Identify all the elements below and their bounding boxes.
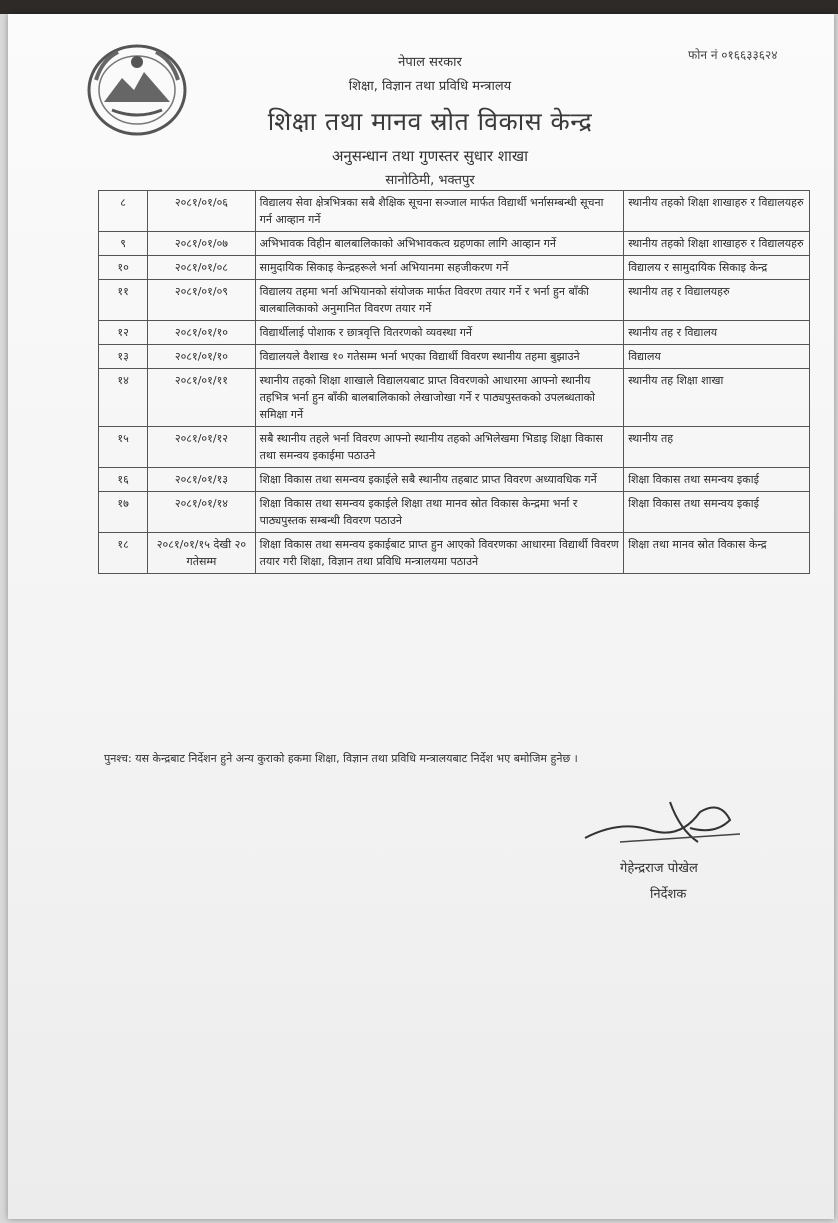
table-row: [99, 468, 810, 492]
photo-top-edge: [0, 0, 838, 14]
activity-cell: शिक्षा विकास तथा समन्वय इकाईले सबै स्थानीय तहबाट प्राप्त विवरण अध्यावधिक गर्ने: [255, 468, 624, 492]
table-row: [99, 492, 810, 533]
date-cell: २०८१/०१/१४: [148, 492, 255, 533]
date-cell: २०८१/०१/११: [148, 369, 255, 427]
activity-cell: विद्यालय सेवा क्षेत्रभित्रका सबै शैक्षिक सूचना सञ्जाल मार्फत विद्यार्थी भर्नासम्बन्धी सूचना गर्न आव्हान गर्ने: [255, 191, 624, 232]
serial-number-cell: १०: [99, 256, 148, 280]
table-row: [99, 191, 810, 232]
date-cell: २०८१/०१/१५ देखी २० गतेसम्म: [148, 533, 255, 574]
responsible-cell: शिक्षा तथा मानव स्रोत विकास केन्द्र: [624, 533, 810, 574]
activity-cell: विद्यार्थीलाई पोशाक र छात्रवृत्ति वितरणको व्यवस्था गर्ने: [255, 321, 624, 345]
responsible-cell: विद्यालय: [624, 345, 810, 369]
serial-number-cell: १७: [99, 492, 148, 533]
responsible-cell: शिक्षा विकास तथा समन्वय इकाई: [624, 468, 810, 492]
activity-cell: शिक्षा विकास तथा समन्वय इकाईबाट प्राप्त हुन आएको विवरणका आधारमा विद्यार्थी विवरण तयार गरी शिक्षा, विज्ञान तथा प्रविधि मन्त्रालयमा पठाउने: [255, 533, 624, 574]
center-name: शिक्षा तथा मानव स्रोत विकास केन्द्र: [267, 107, 593, 136]
phone-number: फोन नं ०१६६३३६२४: [688, 48, 778, 62]
responsible-cell: विद्यालय र सामुदायिक सिकाइ केन्द्र: [624, 256, 810, 280]
date-cell: २०८१/०१/१०: [148, 321, 255, 345]
government-name: नेपाल सरकार: [398, 55, 462, 70]
date-cell: २०८१/०१/०९: [148, 280, 255, 321]
table-row: [99, 321, 810, 345]
table-row: [99, 427, 810, 468]
section-name: अनुसन्धान तथा गुणस्तर सुधार शाखा: [331, 147, 529, 165]
activity-cell: स्थानीय तहको शिक्षा शाखाले विद्यालयबाट प्राप्त विवरणको आधारमा आफ्नो स्थानीय तहभित्र भर्ना हुन बाँकी बालबालिकाको लेखाजोखा गर्ने र पाठ्यपुस्तकको उपलब्धताको समिक्षा गर्ने: [255, 369, 624, 427]
ministry-name: शिक्षा, विज्ञान तथा प्रविधि मन्त्रालय: [348, 79, 512, 94]
serial-number-cell: ९: [99, 232, 148, 256]
serial-number-cell: १८: [99, 533, 148, 574]
table-row: [99, 232, 810, 256]
office-location: सानोठिमी, भक्तपुर: [385, 173, 475, 188]
table-row: [99, 280, 810, 321]
signatory-name: गेहेन्द्रराज पोखेल: [620, 861, 698, 876]
serial-number-cell: १५: [99, 427, 148, 468]
responsible-cell: शिक्षा विकास तथा समन्वय इकाई: [624, 492, 810, 533]
serial-number-cell: १४: [99, 369, 148, 427]
signatory-title: निर्देशक: [650, 887, 687, 902]
date-cell: २०८१/०१/०६: [148, 191, 255, 232]
date-cell: २०८१/०१/१०: [148, 345, 255, 369]
serial-number-cell: १२: [99, 321, 148, 345]
responsible-cell: स्थानीय तह शिक्षा शाखा: [624, 369, 810, 427]
schedule-table: [98, 190, 810, 574]
table-row: [99, 533, 810, 574]
responsible-cell: स्थानीय तह: [624, 427, 810, 468]
activity-cell: सामुदायिक सिकाइ केन्द्रहरूले भर्ना अभियानमा सहजीकरण गर्ने: [255, 256, 624, 280]
responsible-cell: स्थानीय तहको शिक्षा शाखाहरु र विद्यालयहरु: [624, 232, 810, 256]
table-row: [99, 345, 810, 369]
activity-cell: शिक्षा विकास तथा समन्वय इकाईले शिक्षा तथा मानव स्रोत विकास केन्द्रमा भर्ना र पाठ्यपुस्तक सम्बन्धी विवरण पठाउने: [255, 492, 624, 533]
date-cell: २०८१/०१/१३: [148, 468, 255, 492]
serial-number-cell: १३: [99, 345, 148, 369]
serial-number-cell: १६: [99, 468, 148, 492]
table-row: [99, 369, 810, 427]
date-cell: २०८१/०१/०८: [148, 256, 255, 280]
footer-note: पुनश्च: यस केन्द्रबाट निर्देशन हुने अन्य कुराको हकमा शिक्षा, विज्ञान तथा प्रविधि मन्त्रालयबाट निर्देश भए बमोजिम हुनेछ ।: [104, 752, 578, 765]
activity-cell: विद्यालयले वैशाख १० गतेसम्म भर्ना भएका विद्यार्थी विवरण स्थानीय तहमा बुझाउने: [255, 345, 624, 369]
responsible-cell: स्थानीय तह र विद्यालय: [624, 321, 810, 345]
date-cell: २०८१/०१/०७: [148, 232, 255, 256]
handwritten-signature: [580, 790, 750, 850]
activity-cell: सबै स्थानीय तहले भर्ना विवरण आफ्नो स्थानीय तहको अभिलेखमा भिडाइ शिक्षा विकास तथा समन्वय इकाईमा पठाउने: [255, 427, 624, 468]
responsible-cell: स्थानीय तहको शिक्षा शाखाहरु र विद्यालयहरु: [624, 191, 810, 232]
serial-number-cell: ८: [99, 191, 148, 232]
serial-number-cell: ११: [99, 280, 148, 321]
date-cell: २०८१/०१/१२: [148, 427, 255, 468]
activity-cell: अभिभावक विहीन बालबालिकाको अभिभावकत्व ग्रहणका लागि आव्हान गर्ने: [255, 232, 624, 256]
table-row: [99, 256, 810, 280]
activity-cell: विद्यालय तहमा भर्ना अभियानको संयोजक मार्फत विवरण तयार गर्ने र भर्ना हुन बाँकी बालबालिकाको अनुमानित विवरण तयार गर्ने: [255, 280, 624, 321]
responsible-cell: स्थानीय तह र विद्यालयहरु: [624, 280, 810, 321]
